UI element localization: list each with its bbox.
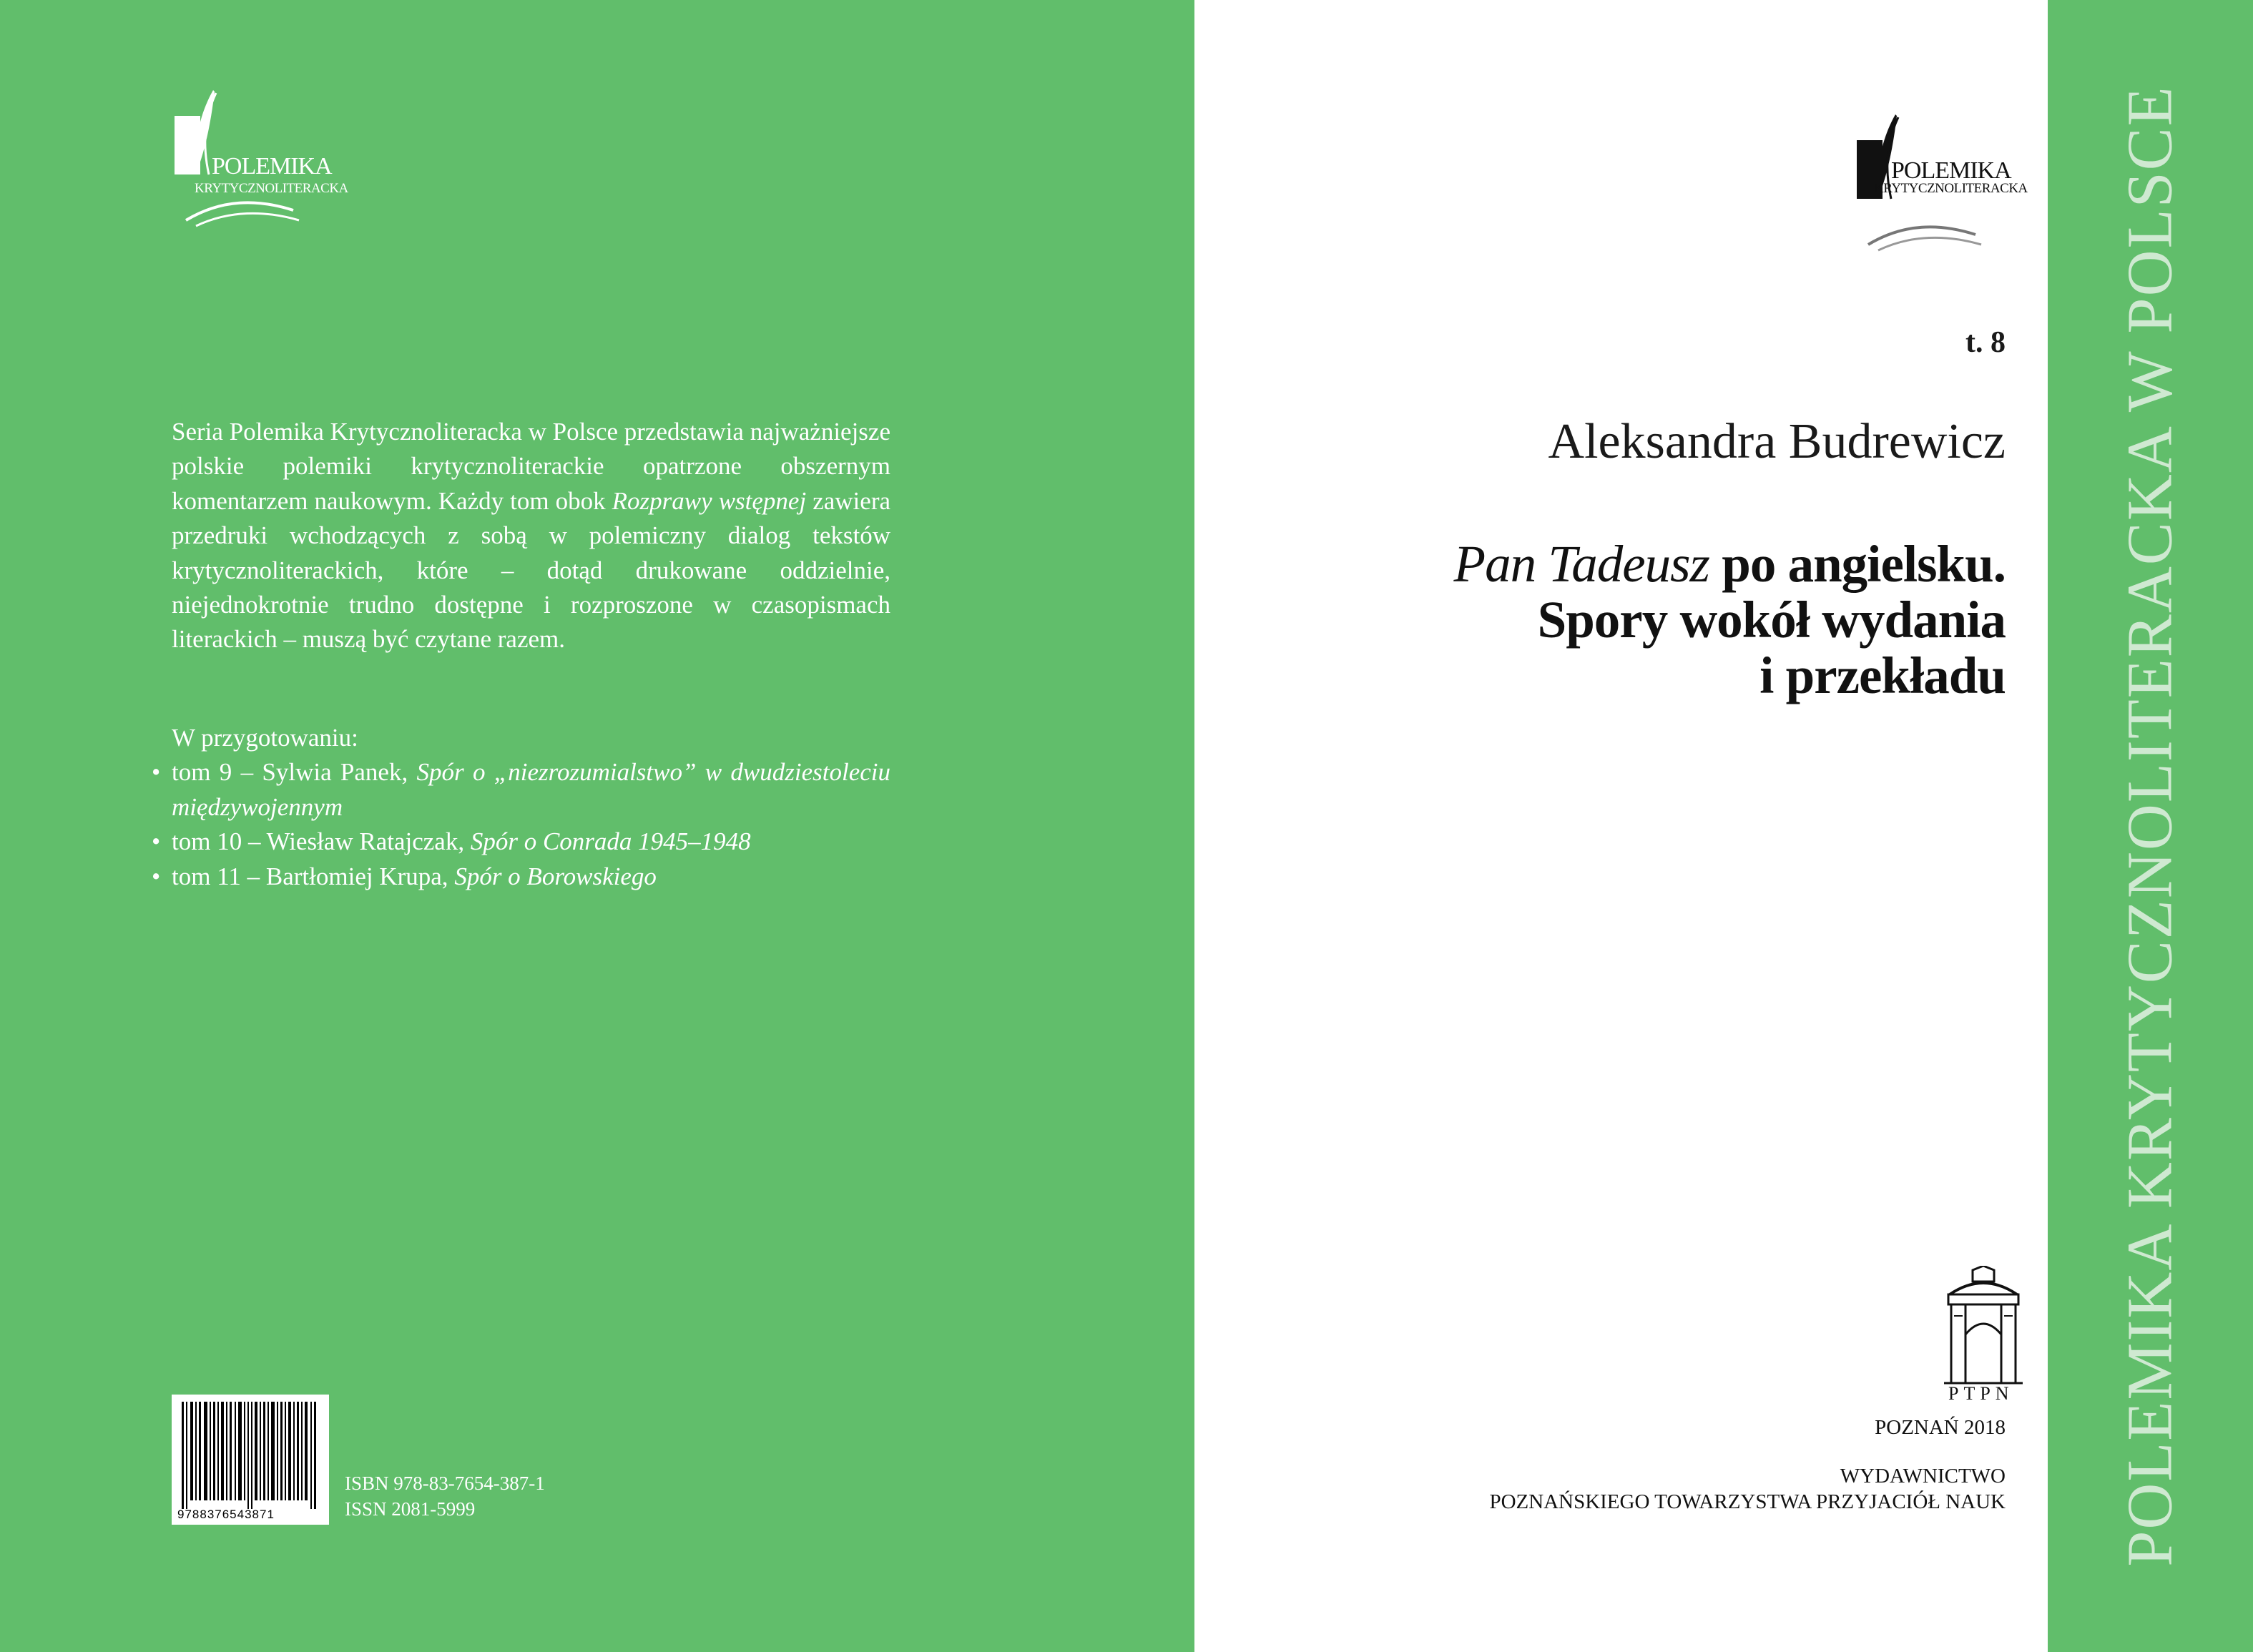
series-logo-front (1854, 109, 2028, 259)
logo-name: POLEMIKA (212, 153, 332, 180)
series-description (172, 415, 890, 657)
volume-number: t. 8 (1965, 326, 2006, 359)
list-item (152, 825, 890, 859)
ptpn-label: PTPN (1948, 1383, 2014, 1404)
spine-series-title: POLEMIKA KRYTYCZNOLITERACKA W POLSCE (2114, 85, 2186, 1567)
title-line-3: i przekładu (1759, 646, 2006, 704)
prep-item-prefix: tom 11 – Bartłomiej Krupa, (172, 862, 455, 890)
gate-building-icon (1944, 1266, 2023, 1398)
prep-item-title: Spór o „niezrozumialstwo” w dwudziestoleciu międzywojennym (172, 758, 890, 821)
barcode-digits: 9788376543871 (177, 1508, 275, 1521)
in-preparation-list (152, 721, 890, 894)
series-logo-back (172, 84, 348, 235)
prep-item-prefix: tom 9 – Sylwia Panek, (172, 758, 417, 787)
barcode (172, 1395, 329, 1525)
title-line-1-rest: po angielsku. (1709, 535, 2006, 593)
bullet: • (152, 827, 161, 856)
list-item (152, 860, 890, 894)
place-year: POZNAŃ 2018 (1875, 1416, 2006, 1439)
front-cover (1194, 0, 2048, 1652)
book-title (1319, 536, 2006, 704)
blurb-text: Seria Polemika Krytycznoliteracka w Polsce przedstawia najważniejsze polskie polemiki krytycznoliterackie opatrzone obszernym komentarzem naukowym. Każdy tom obok (172, 418, 890, 515)
list-item (152, 755, 890, 825)
logo-subtitle: KRYTYCZNOLITERACKA (195, 181, 348, 196)
prep-item-prefix: tom 10 – Wiesław Ratajczak, (172, 827, 471, 856)
title-line-2: Spory wokół wydania (1537, 591, 2006, 649)
barcode-bars (172, 1395, 329, 1525)
prep-heading: W przygotowaniu: (172, 724, 358, 752)
isbn-block (345, 1470, 545, 1522)
blurb-italic: Rozprawy wstępnej (612, 486, 807, 515)
title-italic: Pan Tadeusz (1453, 535, 1709, 593)
prep-item-title: Spór o Borowskiego (454, 862, 657, 890)
isbn: ISBN 978-83-7654-387-1 (345, 1472, 545, 1494)
issn: ISSN 2081-5999 (345, 1498, 476, 1520)
author-name: Aleksandra Budrewicz (1548, 414, 2006, 469)
blurb-text-2: zawiera przedruki wchodzących z sobą w polemiczny dialog tekstów krytycznoliterackich, które – dotąd drukowane oddzielnie, niejednokrotnie trudno dostępne i rozproszone w czasopismach literackich – muszą być czytane razem. (172, 486, 891, 654)
bullet: • (152, 862, 161, 890)
logo-name: POLEMIKA (1891, 157, 2011, 184)
publisher-line-2: POZNAŃSKIEGO TOWARZYSTWA PRZYJACIÓŁ NAUK (1489, 1490, 2006, 1513)
publisher-line-1: WYDAWNICTWO (1840, 1465, 2006, 1488)
title-line-1 (1319, 536, 2006, 592)
prep-item-title: Spór o Conrada 1945–1948 (470, 827, 751, 856)
logo-subtitle: KRYTYCZNOLITERACKA (1874, 181, 2028, 196)
bullet: • (152, 758, 161, 787)
